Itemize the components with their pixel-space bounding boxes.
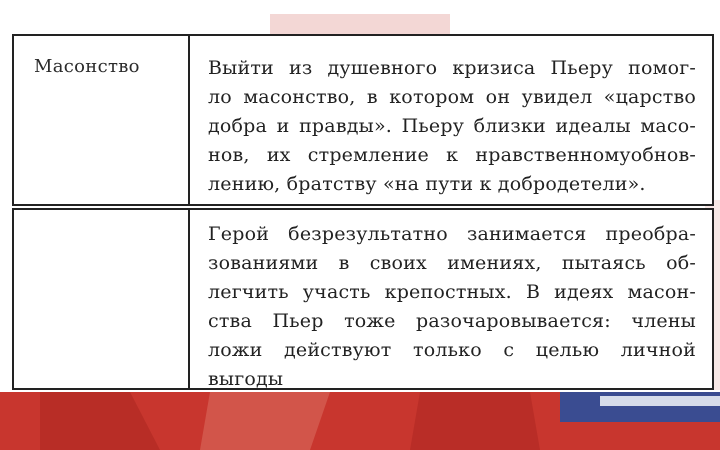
description-line: ложи действуют только с целью личной <box>208 339 696 361</box>
description-line: ло масонство, в котором он увидел «царство <box>208 86 696 108</box>
description-cell <box>190 210 712 388</box>
description-line: Выйти из душевного кризиса Пьеру помог- <box>208 57 696 79</box>
description-cell <box>190 36 712 204</box>
description-line: лению, братству «на пути к добродетели». <box>208 173 646 195</box>
term-text: Масонство <box>34 56 140 77</box>
table-row-disappointment <box>12 208 714 390</box>
table-row-masonry <box>12 34 714 206</box>
description-line: ства Пьер тоже разочаровывается: члены <box>208 310 696 332</box>
description-line: добра и правды». Пьеру близки идеалы масо- <box>208 115 696 137</box>
description-line: легчить участь крепостных. В идеях масон- <box>208 281 696 303</box>
term-cell-empty <box>14 210 190 388</box>
description-line: Герой безрезультатно занимается преобра- <box>208 223 696 245</box>
description-line: нов, их стремление к нравственномуобнов- <box>208 144 696 166</box>
term-cell <box>14 36 190 204</box>
description-line: выгоды <box>208 368 284 390</box>
description-line: зованиями в своих имениях, пытаясь об- <box>208 252 696 274</box>
